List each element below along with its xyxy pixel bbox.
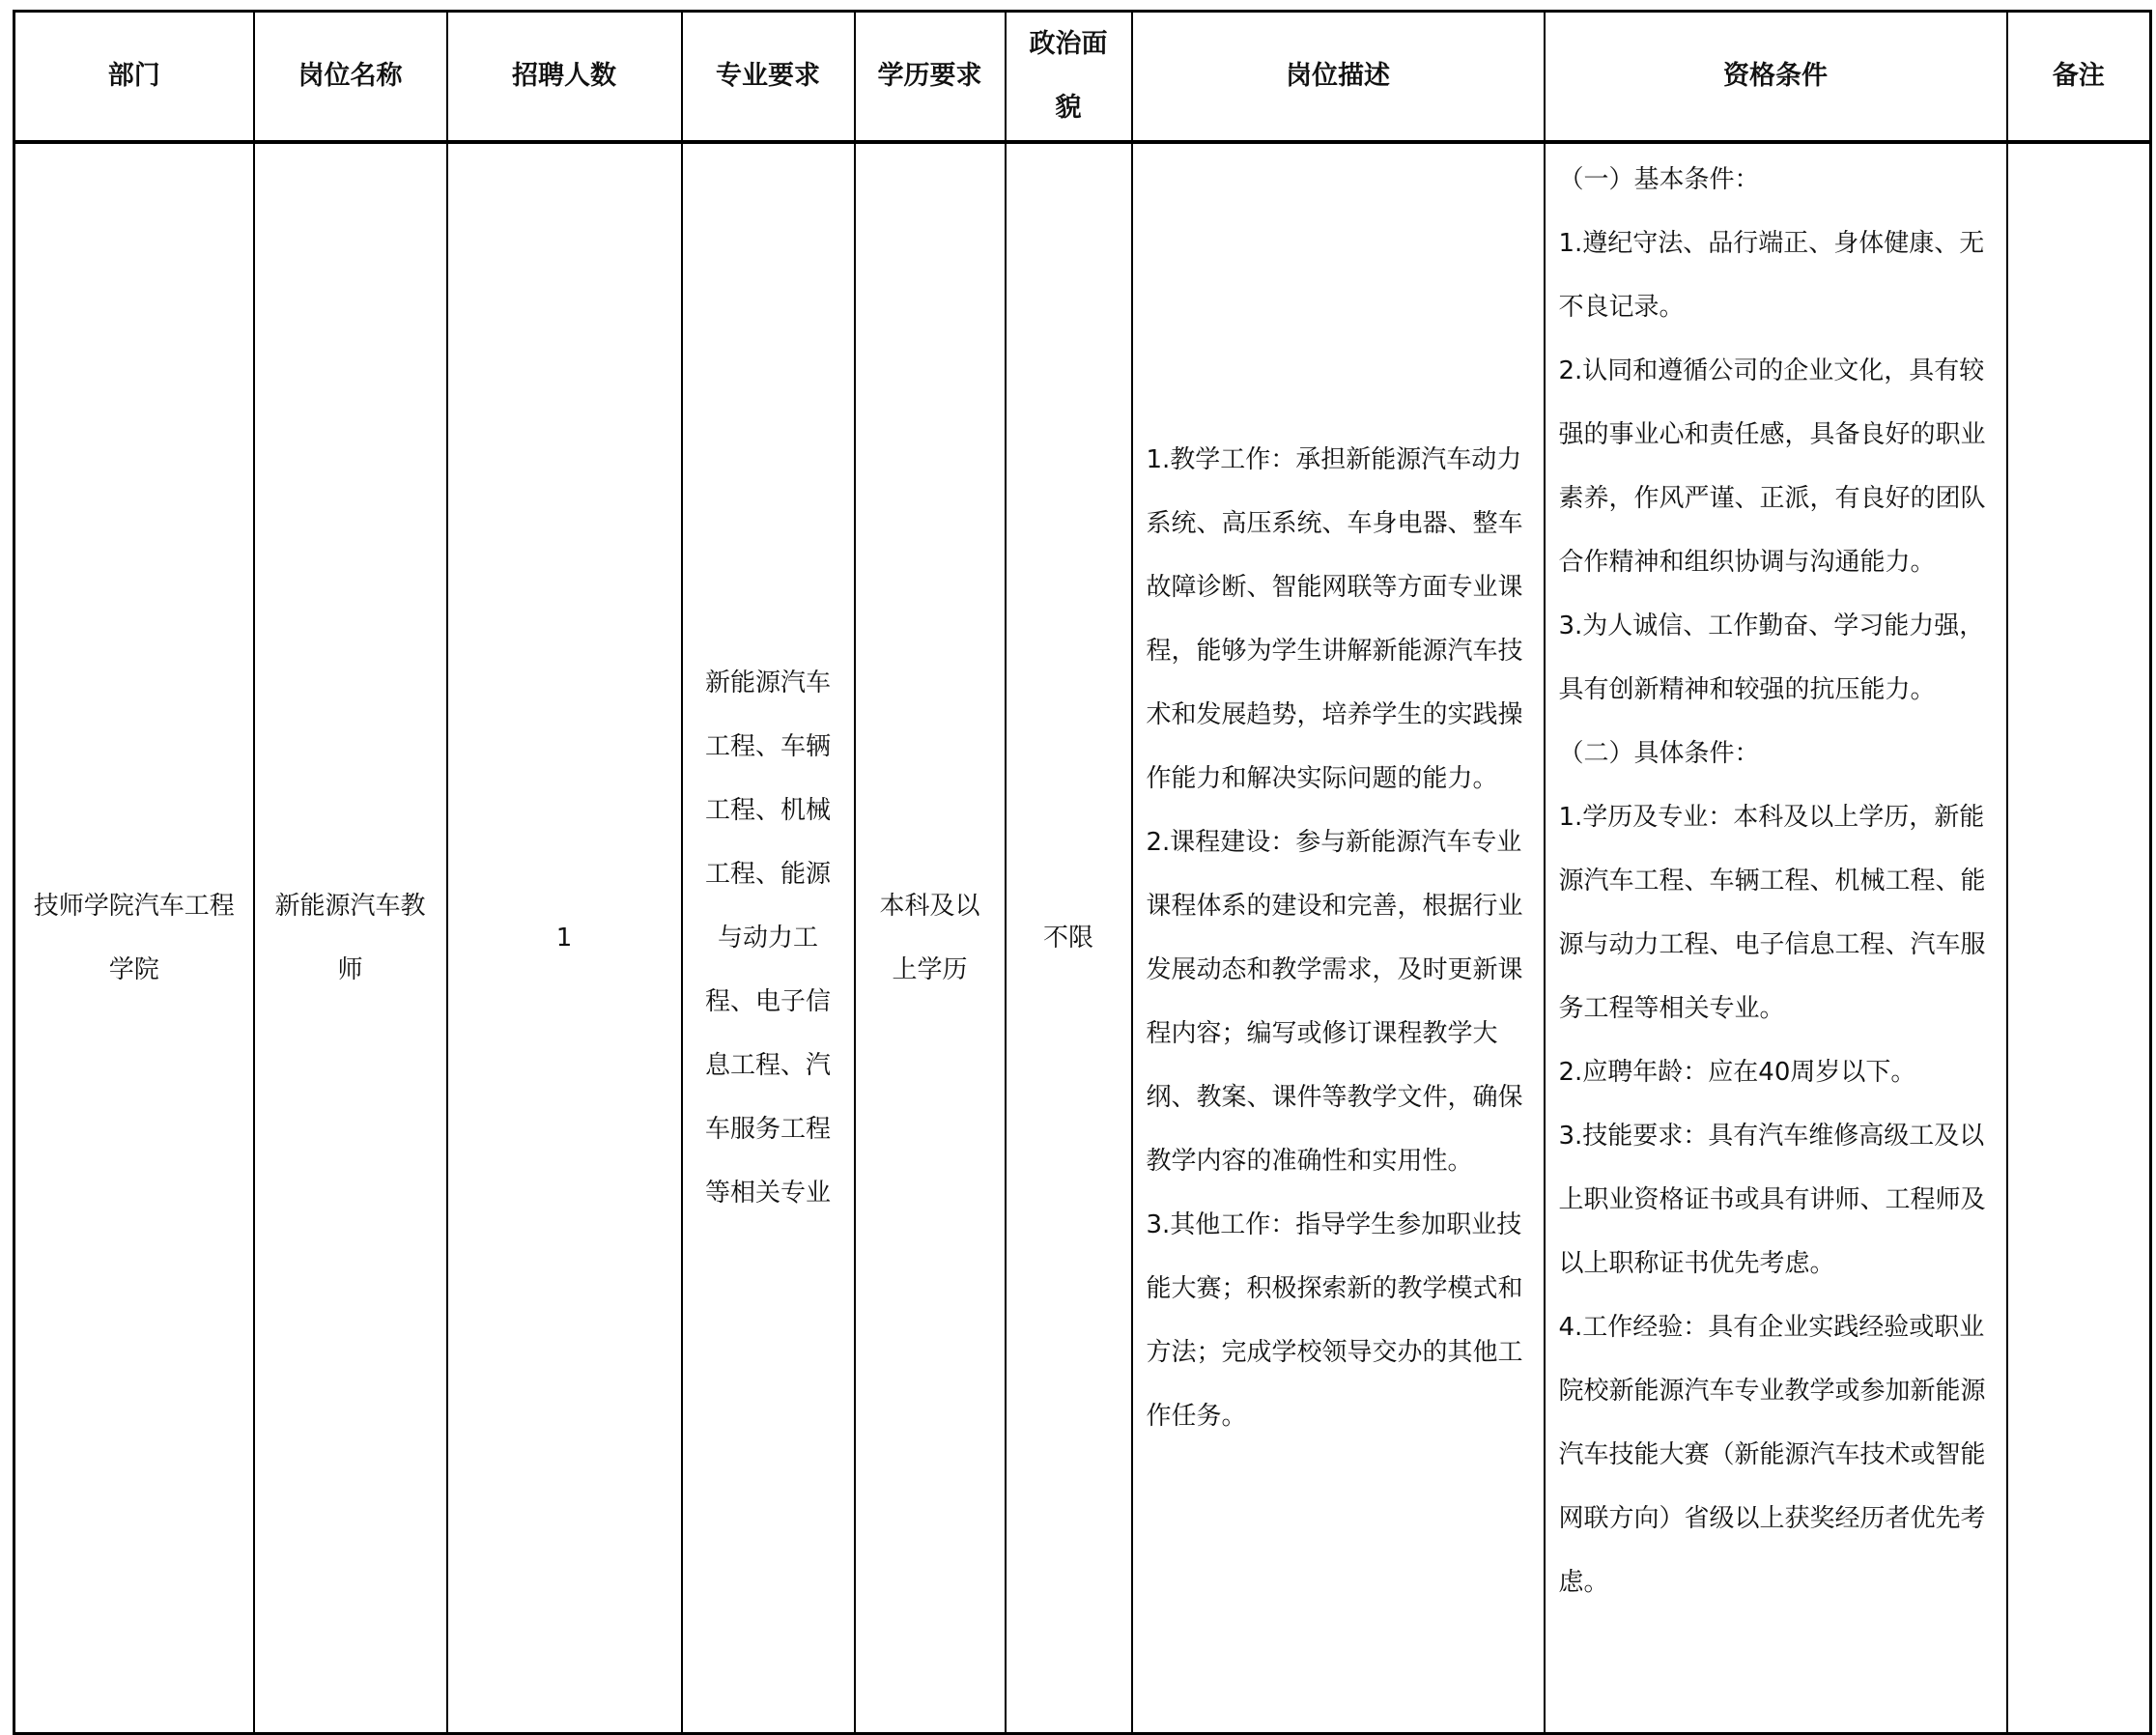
cell-department [14, 142, 254, 1734]
major-line: 工程、车辆 [704, 732, 831, 761]
major-line: 新能源汽车 [704, 668, 831, 697]
header-department: 部门 [14, 12, 254, 143]
header-position-name: 岗位名称 [254, 12, 447, 143]
major-line: 与动力工 [717, 924, 818, 953]
description-item-1: 1.教学工作：承担新能源汽车动力系统、高压系统、车身电器、整车故障诊断、智能网联等方面专业课程，能够为学生讲解新能源汽车技术和发展趋势，培养学生的实践操作能力和解决实际问题的能力。 [1146, 445, 1523, 793]
header-education-requirement: 学历要求 [855, 12, 1006, 143]
cell-major-requirement [682, 142, 855, 1734]
header-political-status-line-2: 貌 [1055, 93, 1082, 123]
qualification-section-specific: （二）具体条件： [1558, 739, 1760, 768]
job-posting-table [13, 10, 2152, 1735]
major-line: 等相关专业 [704, 1179, 831, 1208]
header-headcount: 招聘人数 [447, 12, 682, 143]
cell-political-status: 不限 [1006, 142, 1132, 1734]
major-line: 息工程、汽 [704, 1051, 831, 1080]
cell-headcount: 1 [447, 142, 682, 1734]
header-row [14, 12, 2151, 143]
header-major-requirement: 专业要求 [682, 12, 855, 143]
header-job-description: 岗位描述 [1132, 12, 1545, 143]
education-line-2: 上学历 [892, 955, 968, 984]
qualification-item: 4.工作经验：具有企业实践经验或职业院校新能源汽车专业教学或参加新能源汽车技能大赛（新能源汽车技术或智能网联方向）省级以上获奖经历者优先考虑。 [1558, 1313, 1986, 1597]
qualification-section-basic: （一）基本条件： [1558, 165, 1760, 194]
cell-position-name [254, 142, 447, 1734]
header-remarks: 备注 [2007, 12, 2151, 143]
position-line-1: 新能源汽车教 [274, 892, 426, 921]
major-line: 工程、机械 [704, 796, 831, 825]
major-line: 程、电子信 [704, 987, 831, 1016]
cell-remarks [2007, 142, 2151, 1734]
qualification-item: 2.应聘年龄：应在40周岁以下。 [1558, 1058, 1916, 1087]
table-row [14, 142, 2151, 1734]
cell-job-description [1132, 142, 1545, 1734]
qualification-item: 1.学历及专业：本科及以上学历，新能源汽车工程、车辆工程、机械工程、能源与动力工程、电子信息工程、汽车服务工程等相关专业。 [1558, 803, 1986, 1023]
qualification-item: 1.遵纪守法、品行端正、身体健康、无不良记录。 [1558, 229, 1985, 322]
qualification-item: 3.技能要求：具有汽车维修高级工及以上职业资格证书或具有讲师、工程师及以上职称证书优先考虑。 [1558, 1122, 1986, 1278]
header-qualifications: 资格条件 [1545, 12, 2007, 143]
description-item-2: 2.课程建设：参与新能源汽车专业课程体系的建设和完善，根据行业发展动态和教学需求，及时更新课程内容；编写或修订课程教学大纲、教案、课件等教学文件，确保教学内容的准确性和实用性。 [1146, 828, 1523, 1176]
department-line-1: 技师学院汽车工程 [33, 892, 235, 921]
qualification-item: 3.为人诚信、工作勤奋、学习能力强，具有创新精神和较强的抗压能力。 [1558, 612, 1985, 704]
education-line-1: 本科及以 [879, 892, 980, 921]
description-item-3: 3.其他工作：指导学生参加职业技能大赛；积极探索新的教学模式和方法；完成学校领导交办的其他工作任务。 [1146, 1210, 1523, 1431]
department-line-2: 学院 [108, 955, 159, 984]
major-line: 车服务工程 [704, 1115, 831, 1144]
qualification-item: 2.认同和遵循公司的企业文化，具有较强的事业心和责任感，具备良好的职业素养，作风严谨、正派，有良好的团队合作精神和组织协调与沟通能力。 [1558, 356, 1986, 577]
header-political-status-line-1: 政治面 [1029, 29, 1108, 59]
header-political-status [1006, 12, 1132, 143]
major-line: 工程、能源 [704, 860, 831, 889]
cell-qualifications [1545, 142, 2007, 1734]
cell-education-requirement [855, 142, 1006, 1734]
position-line-2: 师 [337, 955, 363, 984]
